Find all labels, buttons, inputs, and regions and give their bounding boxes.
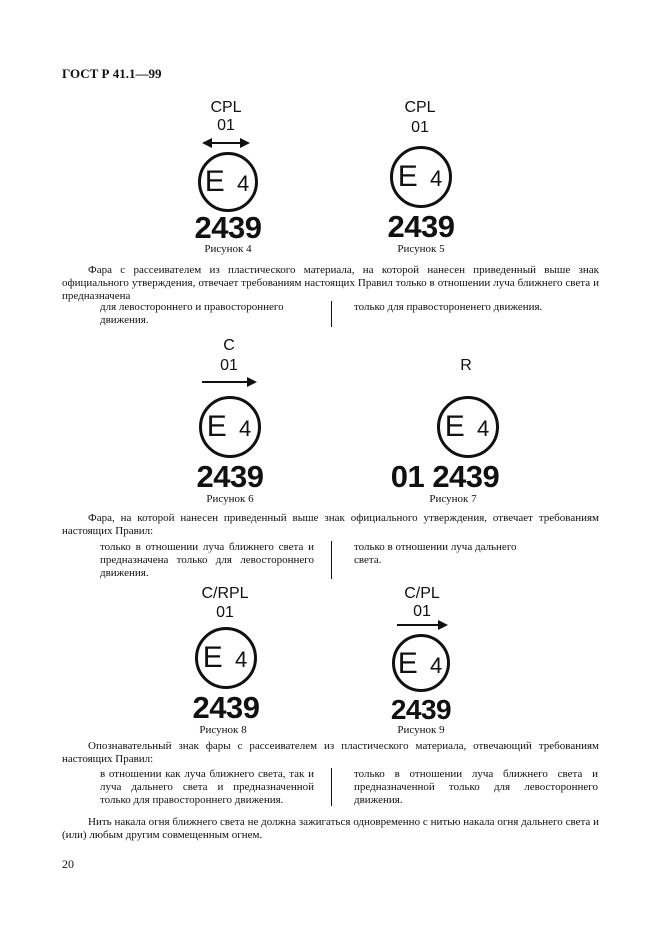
- column-right: только для правостороненего движения.: [354, 301, 543, 313]
- approval-number: 2439: [192, 690, 260, 725]
- e-number: 4: [237, 171, 252, 196]
- e-number: 4: [235, 647, 250, 672]
- e-letter: E: [204, 165, 227, 198]
- page-number: 20: [62, 857, 74, 871]
- approval-circle: [198, 152, 258, 212]
- figure-caption: Рисунок 5: [397, 243, 445, 255]
- column-divider: [331, 301, 332, 327]
- figure-caption: Рисунок 4: [204, 243, 252, 255]
- column-divider: [331, 768, 332, 806]
- paragraph-2: Фара, на которой нанесен приведенный выше знак официального утверждения, отвечает требованиям настоящих Правил:: [62, 512, 599, 537]
- fig9-label-series: 01: [413, 603, 431, 620]
- figure-caption: Рисунок 9: [397, 724, 445, 736]
- fig8-label-series: 01: [216, 604, 234, 621]
- e-number: 4: [430, 653, 445, 678]
- e-letter: E: [444, 410, 467, 443]
- approval-circle: [390, 146, 452, 208]
- fig7-label-code: R: [460, 357, 472, 374]
- e-letter: E: [202, 641, 225, 674]
- approval-number: 01 2439: [390, 459, 500, 494]
- figure-caption: Рисунок 8: [199, 724, 247, 736]
- column-right: только в отношении луча дальнего света.: [354, 541, 517, 566]
- column-left: для левостороннего и правостороннего движения.: [100, 301, 284, 326]
- figure-caption: Рисунок 7: [429, 493, 477, 505]
- right-arrow-icon: [202, 377, 258, 387]
- approval-number: 2439: [387, 209, 455, 244]
- paragraph-1: Фара с рассеивателем из пластического материала, на которой нанесен приведенный выше знак официального утверждения, отвечает требованиям настоящих Правил только в отношении луча ближнего света и предназначена: [62, 264, 599, 302]
- approval-circle: [392, 634, 450, 692]
- column-left: только в отношении луча ближнего света и предназначена только для левостороннего движения.: [100, 541, 314, 579]
- column-right: только в отношении луча ближнего света и предназначенной только для левостороннего движения.: [354, 768, 598, 806]
- approval-circle: [199, 396, 261, 458]
- fig4-label-series: 01: [217, 117, 235, 134]
- fig5-label-series: 01: [411, 119, 429, 136]
- paragraph-3: Опознавательный знак фары с рассеивателем из пластического материала, отвечающий требованиям настоящих Правил:: [62, 740, 599, 765]
- e-number: 4: [239, 416, 254, 441]
- approval-number: 2439: [194, 210, 262, 245]
- fig9-label-code: C/PL: [404, 585, 440, 602]
- fig6-label-code: C: [223, 337, 235, 354]
- column-left: в отношении как луча ближнего света, так и луча дальнего света и предназначенной только для правостороннего движения.: [100, 768, 314, 806]
- fig8-label-code: C/RPL: [201, 585, 249, 602]
- fig4-label-code: CPL: [210, 99, 242, 116]
- right-arrow-icon: [397, 620, 449, 630]
- fig5-label-code: CPL: [404, 99, 436, 116]
- approval-number: 2439: [196, 459, 264, 494]
- paragraph-4: Нить накала огня ближнего света не должна зажигаться одновременно с нитью накала огня дальнего света и (или) любым другим совмещенным огнем.: [62, 816, 599, 841]
- figure-caption: Рисунок 6: [206, 493, 254, 505]
- approval-number: 2439: [390, 694, 452, 725]
- double-arrow-icon: [202, 138, 250, 148]
- e-letter: E: [206, 410, 229, 443]
- fig6-label-series: 01: [220, 357, 238, 374]
- document-header: ГОСТ Р 41.1—99: [62, 66, 162, 81]
- e-number: 4: [430, 166, 445, 191]
- approval-circle: [437, 396, 499, 458]
- e-number: 4: [477, 416, 492, 441]
- e-letter: E: [397, 647, 420, 680]
- approval-circle: [195, 627, 257, 689]
- column-divider: [331, 541, 332, 579]
- e-letter: E: [397, 160, 420, 193]
